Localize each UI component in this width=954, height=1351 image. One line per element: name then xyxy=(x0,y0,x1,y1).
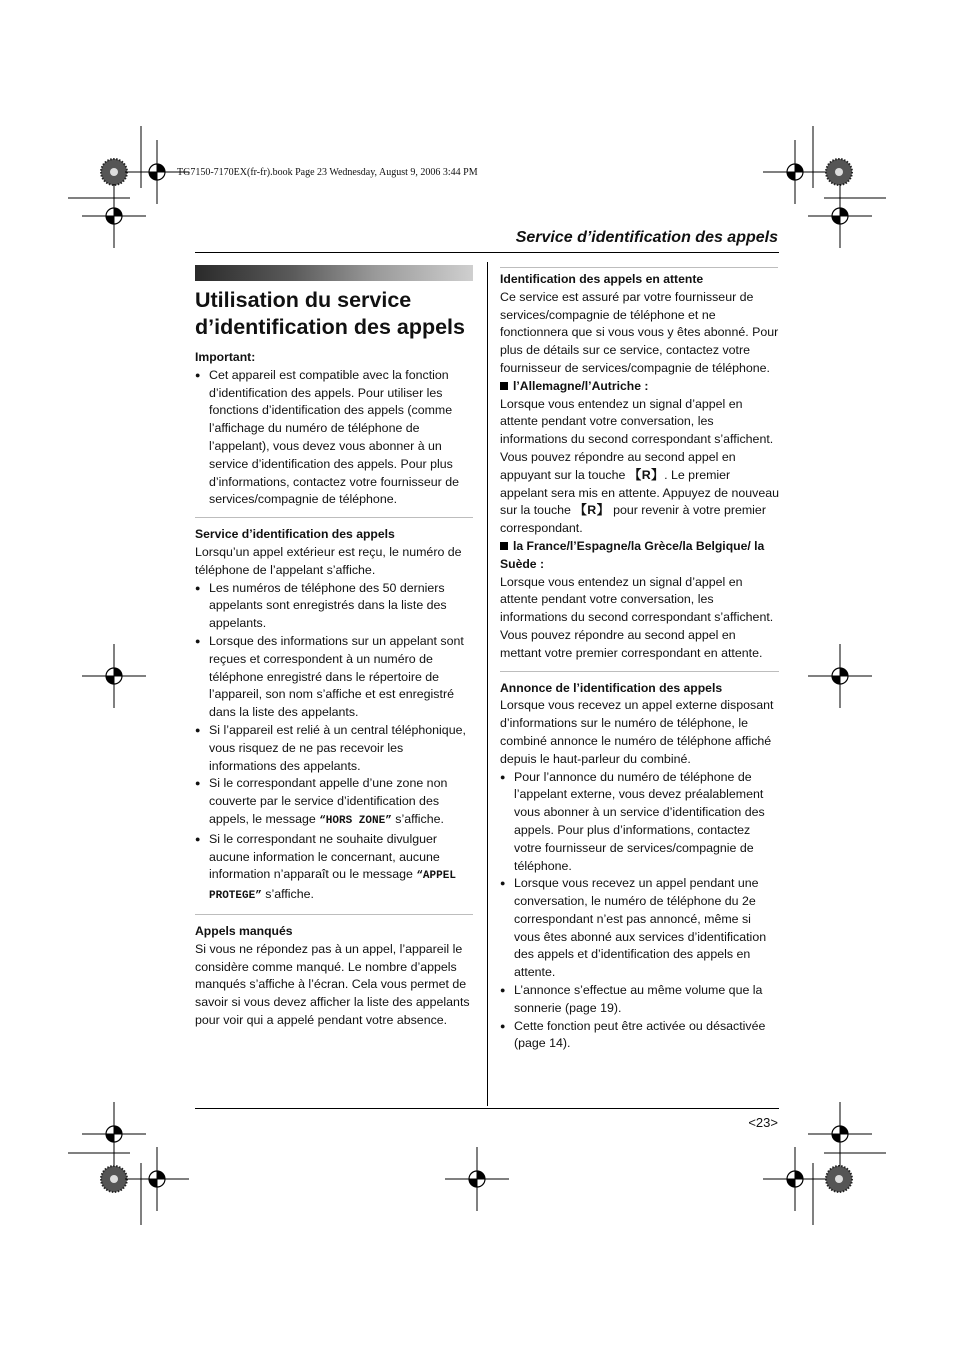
section-text: Lorsque vous entendez un signal d’appel en attente pendant votre conversation, les informations du second correspondant s’affichent. Vous pouvez répondre au second appel en mettant votre premier correspondant en attente. xyxy=(500,574,774,660)
announce-list xyxy=(500,769,779,1054)
section-heading: Appels manqués xyxy=(195,923,293,938)
section-separator xyxy=(195,914,473,915)
registration-mark-icon xyxy=(808,184,872,248)
section-text: Lorsque vous entendez un signal d’appel en attente pendant votre conversation, les informations du second correspondant s’affichent. Vous pouvez répondre au second appel en appuyant sur la touche 【R】. Le premier appelant sera mis en attente. Appuyez de nouveau sur la touche 【R】 pour revenir à votre premier correspondant. xyxy=(500,396,779,536)
page-title: Utilisation du service d’identification des appels xyxy=(195,288,465,339)
display-message: “HORS ZONE” xyxy=(319,814,392,827)
subsection-heading: l’Allemagne/l’Autriche : xyxy=(500,378,779,396)
list-item: ● Lorsque vous recevez un appel pendant une conversation, le numéro de téléphone du 2e correspondant n’est pas annoncé, même si vous êtes abonné aux services d’identification des appels et d’identification des appels en attente. xyxy=(500,875,779,982)
registration-mark-icon xyxy=(445,1147,509,1211)
list-item: ● Si l’appareil est relié à un central téléphonique, vous risquez de ne pas recevoir les informations des appelants. xyxy=(195,722,473,775)
section-heading: Annonce de l’identification des appels xyxy=(500,680,723,695)
r-key-label: 【R】 xyxy=(628,467,665,482)
caller-id-list xyxy=(195,580,473,906)
section-heading: Identification des appels en attente xyxy=(500,272,704,286)
registration-mark-icon xyxy=(763,1147,827,1211)
registration-mark-icon xyxy=(82,644,146,708)
page-number: <23> xyxy=(748,1115,778,1130)
section-text: Ce service est assuré par votre fournisseur de services/compagnie de téléphone et ne fonctionnera que si vous vous y êtes abonné. Pour plus de détails sur ce service, contactez votre fournisseur de services/compagnie de téléphone. xyxy=(500,289,779,375)
color-target-icon xyxy=(101,159,127,185)
color-target-icon xyxy=(826,159,852,185)
section-intro: Lorsqu’un appel extérieur est reçu, le numéro de téléphone de l’appelant s’affiche. xyxy=(195,544,462,577)
color-target-icon xyxy=(826,1166,852,1192)
registration-mark-icon xyxy=(125,1147,189,1211)
square-bullet-icon xyxy=(500,382,508,390)
registration-mark-icon xyxy=(763,140,827,204)
running-header: Service d’identification des appels xyxy=(515,229,778,246)
list-item: ● Cet appareil est compatible avec la fonction d’identification des appels. Pour utiliser les fonctions d’identification des appels (comme l’affichage du numéro de téléphone de l’appelant), vous devez vous abonner à un service d’identification des appels. Pour plus d’informations, contactez votre fournisseur de services/compagnie de téléphone. xyxy=(195,367,473,509)
display-message: “APPEL PROTEGE” xyxy=(209,870,456,903)
section-separator xyxy=(500,671,779,672)
subsection-heading: la France/l’Espagne/la Grèce/la Belgique/ la Suède : xyxy=(500,538,765,571)
r-key-label: 【R】 xyxy=(574,503,610,518)
section-text: Lorsque vous recevez un appel externe disposant d’informations sur le numéro de téléphone, le combiné annonce le numéro de téléphone affiché depuis le haut-parleur du combiné. xyxy=(500,698,774,766)
important-label: Important: xyxy=(195,350,256,364)
list-item: ● Cette fonction peut être activée ou désactivée (page 14). xyxy=(500,1018,779,1054)
registration-mark-icon xyxy=(82,184,146,248)
list-item: ● Si le correspondant appelle d’une zone non couverte par le service d’identification des appels, le message “HORS ZONE” s’affiche. xyxy=(195,775,473,830)
section-text: Si vous ne répondez pas à un appel, l’appareil le considère comme manqué. Le nombre d’appels manqués s’affiche à l’écran. Cela vous permet de savoir si vous devez afficher la liste des appelants pour voir qui a appelé pendant votre absence. xyxy=(195,941,470,1027)
list-item: ● L’annonce s’effectue au même volume que la sonnerie (page 19). xyxy=(500,982,779,1018)
right-column xyxy=(500,271,779,1053)
list-item: ● Si le correspondant ne souhaite divulguer aucune information le concernant, aucune information n’apparaît ou le message “APPEL PROTEGE” s’affiche. xyxy=(195,831,473,906)
title-bar xyxy=(195,265,473,281)
list-item: ● Pour l’annonce du numéro de téléphone de l’appelant externe, vous devez préalablement vous abonner à un service d’identification des appels. Pour plus d’informations, contactez votre fournisseur de services/compagnie de téléphone. xyxy=(500,769,779,876)
registration-mark-icon xyxy=(82,1102,146,1166)
registration-mark-icon xyxy=(808,644,872,708)
right-top-rule xyxy=(500,267,778,268)
left-column xyxy=(195,265,473,1030)
list-item: ● Les numéros de téléphone des 50 derniers appelants sont enregistrés dans la liste des appelants. xyxy=(195,580,473,633)
section-separator xyxy=(195,517,473,518)
column-divider xyxy=(487,262,488,1106)
square-bullet-icon xyxy=(500,542,508,550)
important-list xyxy=(195,367,473,509)
section-heading: Service d’identification des appels xyxy=(195,527,395,542)
list-item: ● Lorsque des informations sur un appelant sont reçues et correspondent à un numéro de téléphone enregistré dans le répertoire de l’appareil, son nom s’affiche et est enregistré dans la liste des appelants. xyxy=(195,633,473,722)
header-rule xyxy=(195,252,779,253)
registration-mark-icon xyxy=(808,1102,872,1166)
print-info: TG7150-7170EX(fr-fr).book Page 23 Wednesday, August 9, 2006 3:44 PM xyxy=(177,167,478,178)
color-target-icon xyxy=(101,1166,127,1192)
footer-rule xyxy=(195,1108,779,1109)
